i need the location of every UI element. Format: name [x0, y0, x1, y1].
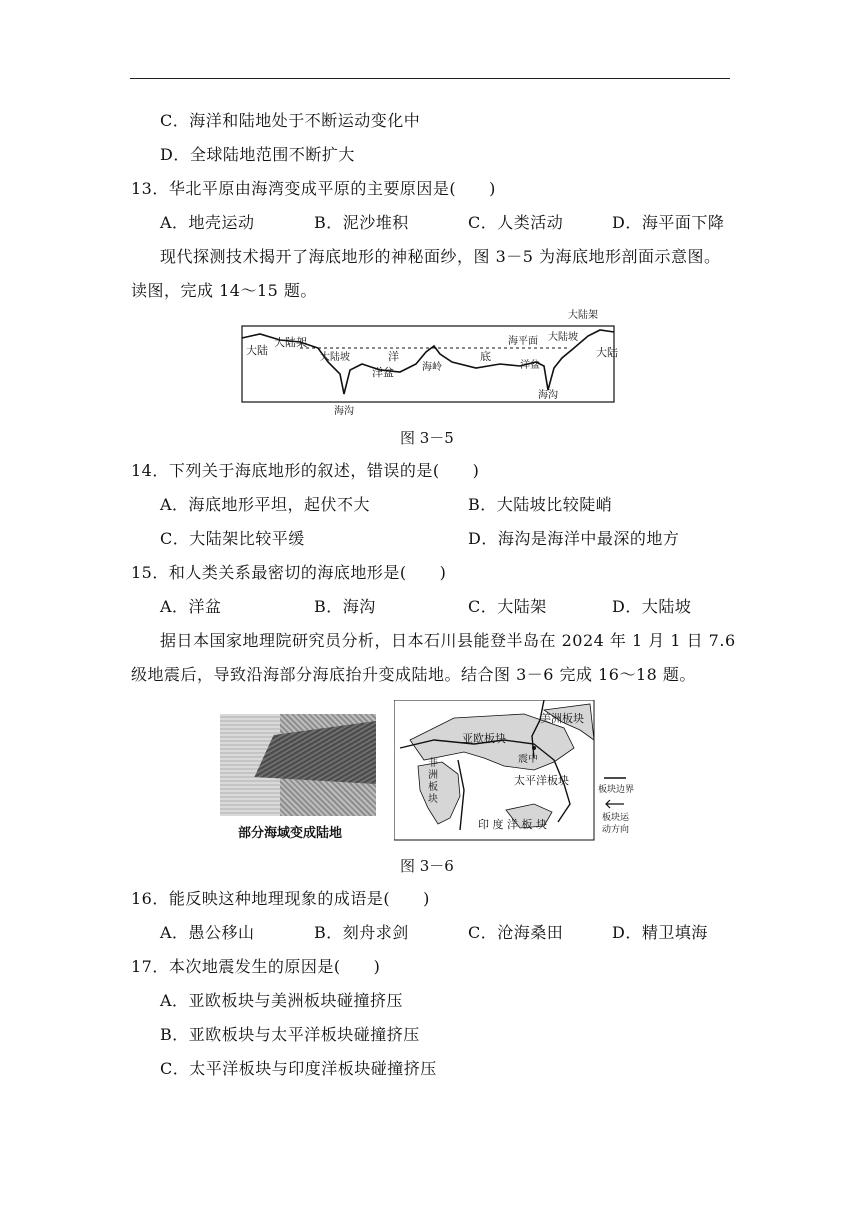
- q14-stem: 14．下列关于海底地形的叙述，错误的是( ): [131, 461, 480, 480]
- label-american-plate: 美洲板块: [540, 712, 584, 725]
- q17-stem: 17．本次地震发生的原因是( ): [131, 957, 381, 976]
- q15-option-c[interactable]: C．大陆架: [468, 597, 547, 616]
- q16-option-a[interactable]: A．愚公移山: [160, 923, 255, 942]
- q17-option-a[interactable]: A．亚欧板块与美洲板块碰撞挤压: [160, 991, 404, 1010]
- label-yangpen-right: 洋盆: [520, 360, 540, 371]
- label-eurasian-plate: 亚欧板块: [462, 732, 506, 745]
- passage2-line1: 据日本国家地理院研究员分析，日本石川县能登半岛在 2024 年 1 月 1 日 7.6: [160, 631, 736, 650]
- figure36-caption: 图 3－6: [400, 857, 454, 875]
- legend-motion-label-1: 板块运: [602, 813, 630, 823]
- photo-caption: 部分海域变成陆地: [238, 826, 343, 841]
- legend-motion-label-2: 动方向: [602, 825, 630, 835]
- q17-option-c[interactable]: C．太平洋板块与印度洋板块碰撞挤压: [160, 1059, 437, 1078]
- label-dalujia-left: 大陆架: [274, 336, 307, 349]
- q16-option-b[interactable]: B．刻舟求剑: [314, 923, 409, 942]
- q13-stem: 13．华北平原由海湾变成平原的主要原因是( ): [131, 179, 496, 198]
- q14-option-a[interactable]: A．海底地形平坦，起伏不大: [160, 495, 371, 514]
- header-rule: [130, 78, 730, 79]
- q14-option-b[interactable]: B．大陆坡比较陡峭: [468, 495, 613, 514]
- q13-option-d[interactable]: D．海平面下降: [612, 213, 725, 232]
- q15-option-d[interactable]: D．大陆坡: [612, 597, 692, 616]
- q15-stem: 15．和人类关系最密切的海底地形是( ): [131, 563, 447, 582]
- legend-boundary-label: 板块边界: [598, 785, 635, 795]
- label-hailing: 海岭: [422, 362, 442, 373]
- label-dalupo-left: 大陆坡: [320, 352, 350, 363]
- q16-stem: 16．能反映这种地理现象的成语是( ): [131, 889, 430, 908]
- label-african-plate-1: 非: [428, 758, 438, 769]
- q12-option-c[interactable]: C．海洋和陆地处于不断运动变化中: [160, 111, 421, 130]
- q16-option-c[interactable]: C．沧海桑田: [468, 923, 564, 942]
- label-african-plate-2: 洲: [428, 770, 438, 781]
- passage2-line2: 级地震后，导致沿海部分海底抬升变成陆地。结合图 3－6 完成 16～18 题。: [131, 665, 696, 684]
- label-haigou-left: 海沟: [334, 406, 354, 417]
- label-indian-ocean-plate: 印 度 洋 板 块: [478, 818, 547, 831]
- q12-option-d[interactable]: D．全球陆地范围不断扩大: [160, 145, 355, 164]
- coastline-photo: [220, 714, 376, 816]
- label-haipingmian: 海平面: [508, 336, 538, 347]
- label-yangpen-left: 洋盆: [372, 366, 394, 379]
- figure35-caption: 图 3－5: [400, 429, 454, 447]
- label-di: 底: [480, 350, 491, 363]
- passage1-line2: 读图，完成 14～15 题。: [131, 281, 317, 300]
- q13-option-a[interactable]: A．地壳运动: [160, 213, 255, 232]
- label-dalupo-right: 大陆坡: [548, 332, 578, 343]
- q17-option-b[interactable]: B．亚欧板块与太平洋板块碰撞挤压: [160, 1025, 420, 1044]
- plate-boundary-map: [394, 700, 670, 842]
- label-dalu-right: 大陆: [596, 346, 618, 359]
- label-dalu-left-1: 大陆: [246, 344, 268, 357]
- q15-option-a[interactable]: A．洋盆: [160, 597, 222, 616]
- label-haigou-right: 海沟: [538, 390, 558, 401]
- legend-motion-arrow-icon: [606, 800, 624, 808]
- epicenter-dot: [532, 746, 536, 750]
- label-yang: 洋: [388, 350, 399, 363]
- q14-option-c[interactable]: C．大陆架比较平缓: [160, 529, 305, 548]
- q14-option-d[interactable]: D．海沟是海洋中最深的地方: [468, 529, 680, 548]
- label-pacific-plate: 太平洋板块: [514, 774, 569, 787]
- q16-option-d[interactable]: D．精卫填海: [612, 923, 708, 942]
- passage1-line1: 现代探测技术揭开了海底地形的神秘面纱，图 3－5 为海底地形剖面示意图。: [160, 247, 721, 266]
- q13-option-b[interactable]: B．泥沙堆积: [314, 213, 409, 232]
- seafloor-profile-diagram: [240, 306, 620, 418]
- q13-option-c[interactable]: C．人类活动: [468, 213, 564, 232]
- q15-option-b[interactable]: B．海沟: [314, 597, 376, 616]
- label-african-plate-3: 板: [428, 782, 438, 793]
- label-epicenter: 震中: [518, 754, 538, 765]
- label-dalujia-right: 大陆架: [568, 310, 598, 321]
- label-african-plate-4: 块: [428, 794, 438, 805]
